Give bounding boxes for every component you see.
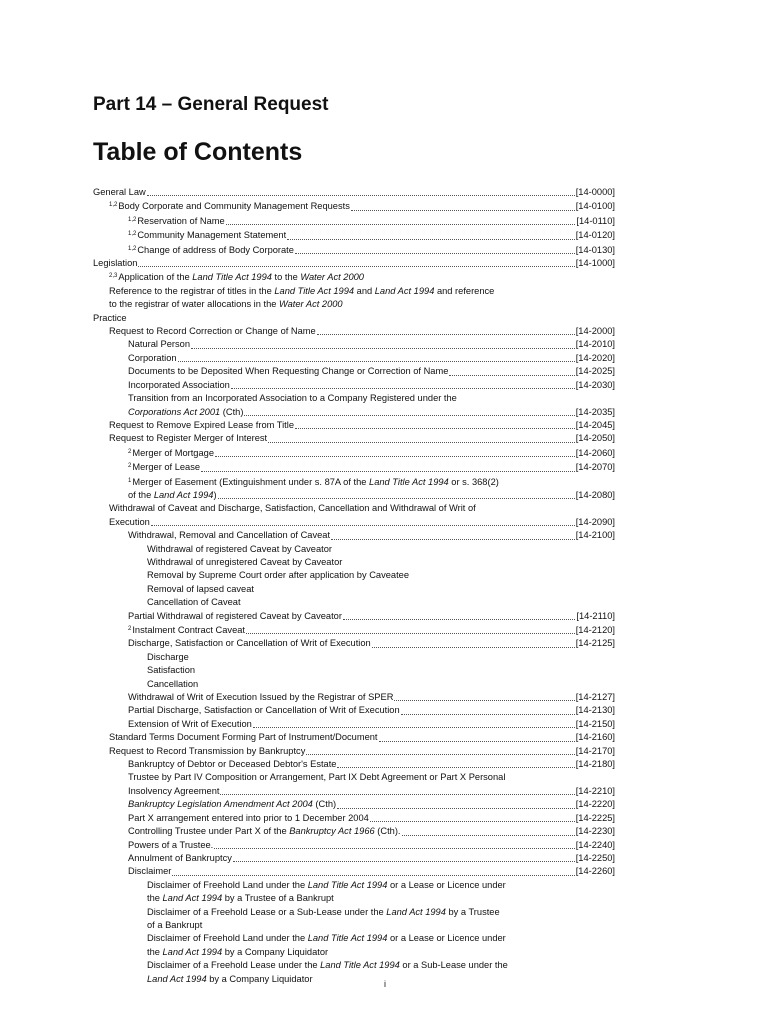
toc-entry [0,228,770,242]
toc-entry-title: Controlling Trustee under Part X of the Bankruptcy Act 1966 (Cth). [128,826,401,837]
toc-entry-title: Cancellation of Caveat [147,597,241,608]
toc-entry-title: Satisfaction [147,665,196,676]
dot-leader [372,647,575,648]
toc-entry [0,651,770,664]
toc-entry [0,798,770,811]
toc-entry-row [128,529,615,542]
dot-leader [351,210,575,211]
toc-entry-line: of a Bankrupt [147,919,203,930]
toc-entry-title: Request to Record Transmission by Bankruptcy [109,745,306,756]
toc-entry-title: Removal by Supreme Court order after application by Caveatee [147,570,409,581]
dot-leader [295,253,575,254]
dot-leader [268,442,575,443]
toc-entry-row [128,637,615,650]
toc-entry-row [128,214,615,228]
toc-entry [0,718,770,731]
toc-entry-row [128,338,615,351]
dot-leader [214,848,574,849]
toc-entry-title: $^2$Instalment Contract Caveat [128,625,245,635]
toc-entry-row [93,257,615,270]
toc-entry-title: $^2$Merger of Mortgage [128,447,214,458]
toc-entry-page: [14-0130] [575,244,615,255]
toc-entry-row [128,379,615,392]
toc-entry-line: to the registrar of water allocations in the Water Act 2000 [109,299,343,310]
toc-entry [0,745,770,758]
toc-entry [0,596,770,609]
toc-entry [0,678,770,691]
toc-entry [0,475,770,503]
toc-entry-page: [14-2127] [575,692,615,703]
toc-entry-title: Practice [93,312,127,323]
toc-entry-title: Withdrawal of registered Caveat by Caveator [147,543,332,554]
table-of-contents [0,186,770,986]
toc-entry-row [128,785,615,798]
toc-entry [0,610,770,623]
toc-entry-row [109,419,615,432]
toc-entry-page: [14-0000] [575,187,615,197]
dot-leader [394,700,574,701]
toc-entry [0,852,770,865]
toc-entry [0,379,770,392]
dot-leader [147,195,575,196]
toc-entry [0,865,770,878]
toc-entry-page: [14-2050] [575,433,615,444]
toc-entry-page: [14-2120] [575,625,615,635]
toc-entry-title: Discharge, Satisfaction or Cancellation of Writ of Execution [128,638,371,649]
toc-entry-page: [14-2240] [575,839,615,850]
toc-entry-title: Request to Remove Expired Lease from Title [109,419,294,430]
toc-entry-row [109,325,615,338]
toc-entry [0,556,770,569]
toc-entry-line: Disclaimer of a Freehold Lease under the Land Title Act 1994 or a Sub-Lease under the [147,960,508,971]
toc-entry-title: Annulment of Bankruptcy [128,852,232,863]
toc-entry-page: [14-2160] [575,732,615,743]
toc-entry-title: $^{2,3}$Application of the Land Title Act 1994 to the Water Act 2000 [109,272,364,283]
toc-entry-title: $^2$Merger of Lease [128,462,201,473]
toc-entry-line: Transition from an Incorporated Association to a Company Registered under the [128,393,457,404]
toc-entry [0,432,770,445]
dot-leader [172,875,574,876]
toc-entry-page: [14-0100] [575,201,615,212]
dot-leader [220,794,574,795]
dot-leader [295,428,575,429]
toc-entry-title: Request to Record Correction or Change of Name [109,326,316,337]
toc-title: Table of Contents [93,138,303,166]
toc-entry [0,839,770,852]
toc-entry-page: [14-2020] [575,352,615,363]
toc-entry-title: Insolvency Agreement [128,785,220,796]
toc-entry-title: Documents to be Deposited When Requesting Change or Correction of Name [128,366,449,377]
toc-entry-title: Withdrawal of Writ of Execution Issued by the Registrar of SPER [128,692,394,703]
toc-entry-title: Execution [109,516,150,527]
toc-entry [0,392,770,419]
toc-entry-page: [14-2230] [575,826,615,837]
toc-entry-row [128,228,615,242]
toc-entry [0,825,770,838]
toc-entry-page: [14-2210] [575,785,615,796]
toc-entry-row [128,865,615,878]
toc-entry-line: Land Act 1994 by a Company Liquidator [147,973,313,984]
toc-entry-title: Standard Terms Document Forming Part of Instrument/Document [109,732,378,743]
dot-leader [337,808,575,809]
toc-entry [0,771,770,798]
toc-entry-page: [14-2220] [575,799,615,810]
toc-entry-title: Natural Person [128,339,191,350]
toc-entry [0,704,770,717]
toc-entry-title: Powers of a Trustee. [128,839,214,850]
toc-entry-page: [14-2010] [575,339,615,350]
dot-leader [218,498,575,499]
toc-entry-title: Cancellation [147,678,199,689]
dot-leader [287,239,575,240]
toc-entry-line: Reference to the registrar of titles in the Land Title Act 1994 and Land Act 1994 and reference [109,285,495,296]
toc-entry-page: [14-2045] [575,419,615,430]
toc-entry-title: $^{1,2}$Reservation of Name [128,215,225,226]
toc-entry-row [93,186,615,199]
toc-entry [0,543,770,556]
toc-entry-title: Disclaimer [128,866,172,877]
toc-entry-line: Withdrawal of Caveat and Discharge, Satisfaction, Cancellation and Withdrawal of Writ of [109,503,476,514]
toc-entry-row [128,825,615,838]
toc-entry-page: [14-2080] [575,489,615,500]
toc-entry-page: [14-2225] [575,812,615,823]
toc-entry-title: Discharge [147,651,189,662]
toc-entry [0,199,770,213]
toc-entry-row [109,432,615,445]
toc-entry-title: Extension of Writ of Execution [128,718,252,729]
toc-entry-row [128,365,615,378]
toc-entry-page: [14-1000] [575,258,615,269]
toc-entry-page: [14-2060] [575,447,615,458]
toc-entry [0,312,770,325]
toc-entry-page: [14-2090] [575,516,615,527]
toc-entry [0,691,770,704]
toc-entry-title: Partial Discharge, Satisfaction or Cancellation of Writ of Execution [128,705,400,716]
dot-leader [402,835,575,836]
dot-leader [201,471,575,472]
toc-entry-row [128,623,615,637]
toc-entry-title: Withdrawal, Removal and Cancellation of Caveat [128,530,331,541]
toc-entry [0,186,770,199]
toc-entry-row [128,718,615,731]
toc-entry-title: $^{1,2}$Community Management Statement [128,230,287,241]
toc-entry [0,623,770,637]
part-title: Part 14 – General Request [93,94,329,115]
toc-entry-page: [14-0110] [576,215,615,226]
toc-entry-title: $^{1,2}$Body Corporate and Community Management Requests [109,201,350,212]
toc-entry-line: $^1$Merger of Easement (Extinguishment under s. 87A of the Land Title Act 1994 or s. 368(2) [128,476,499,487]
toc-entry-line: Disclaimer of Freehold Land under the Land Title Act 1994 or a Lease or Licence under [147,933,506,944]
toc-entry-page: [14-2110] [576,610,615,621]
toc-entry-title: Bankruptcy Legislation Amendment Act 2004 (Cth) [128,799,337,810]
dot-leader [244,415,574,416]
toc-entry [0,338,770,351]
toc-entry-title: Corporations Act 2001 (Cth) [128,406,244,417]
dot-leader [379,741,575,742]
toc-entry-page: [14-2130] [575,705,615,716]
toc-entry-title: Request to Register Merger of Interest [109,433,268,444]
toc-entry-page: [14-2100] [575,530,615,541]
toc-entry-title: Incorporated Association [128,379,230,390]
toc-entry-title: Removal of lapsed caveat [147,583,254,594]
toc-entry [0,243,770,257]
toc-entry-page: [14-2250] [575,852,615,863]
toc-entry-page: [14-0120] [575,230,615,241]
toc-entry-row [128,839,615,852]
toc-entry-page: [14-2070] [575,462,615,473]
toc-entry-row [128,704,615,717]
dot-leader [246,633,575,634]
dot-leader [253,727,575,728]
toc-entry-row [128,610,615,623]
dot-leader [337,767,574,768]
dot-leader [231,388,575,389]
dot-leader [233,861,575,862]
toc-entry-row [109,199,615,213]
toc-entry-row [109,745,615,758]
toc-entry-line: the Land Act 1994 by a Trustee of a Bankrupt [147,893,334,904]
toc-entry [0,906,770,933]
toc-entry [0,583,770,596]
dot-leader [215,456,575,457]
toc-entry [0,637,770,650]
toc-entry-row [128,798,615,811]
toc-entry [0,529,770,542]
toc-entry-title: Partial Withdrawal of registered Caveat by Caveator [128,610,342,621]
toc-entry [0,502,770,529]
toc-entry-row [128,460,615,474]
page-number: i [384,979,386,989]
dot-leader [401,714,575,715]
toc-entry-row [128,852,615,865]
toc-entry-row [128,489,615,502]
toc-entry [0,285,770,312]
dot-leader [317,334,575,335]
toc-entry [0,214,770,228]
toc-entry [0,664,770,677]
toc-entry [0,569,770,582]
dot-leader [370,821,575,822]
toc-entry-row [128,758,615,771]
toc-entry [0,325,770,338]
dot-leader [191,348,575,349]
toc-entry [0,731,770,744]
dot-leader [226,224,576,225]
toc-entry-title: Withdrawal of unregistered Caveat by Caveator [147,556,343,567]
toc-entry [0,812,770,825]
toc-entry-page: [14-2125] [575,638,615,649]
toc-entry-title: Legislation [93,258,138,269]
toc-entry [0,352,770,365]
dot-leader [138,266,574,267]
toc-entry [0,365,770,378]
toc-entry [0,419,770,432]
toc-entry [0,460,770,474]
toc-entry-page: [14-2030] [575,379,615,390]
toc-entry-page: [14-2025] [575,366,615,377]
toc-entry-line: Disclaimer of Freehold Land under the Land Title Act 1994 or a Lease or Licence under [147,879,506,890]
toc-entry-page: [14-2170] [575,745,615,756]
toc-entry-line: Disclaimer of a Freehold Lease or a Sub-Lease under the Land Act 1994 by a Trustee [147,906,500,917]
dot-leader [151,525,575,526]
toc-entry-row [109,731,615,744]
toc-entry-row [128,406,615,419]
toc-entry-title: General Law [93,187,146,197]
toc-entry [0,270,770,284]
toc-entry-row [128,446,615,460]
toc-entry-page: [14-2000] [575,326,615,337]
toc-entry-title: Part X arrangement entered into prior to 1 December 2004 [128,812,369,823]
toc-entry-line: the Land Act 1994 by a Company Liquidator [147,946,329,957]
dot-leader [449,375,574,376]
toc-entry-row [128,691,615,704]
toc-entry-row [128,812,615,825]
toc-entry-row [128,352,615,365]
dot-leader [343,619,575,620]
toc-entry-title: Corporation [128,352,177,363]
toc-entry [0,446,770,460]
toc-entry-page: [14-2035] [575,406,615,417]
toc-entry-title: of the Land Act 1994) [128,489,217,500]
toc-entry-page: [14-2180] [575,759,615,770]
toc-entry-line: Trustee by Part IV Composition or Arrangement, Part IX Debt Agreement or Part X Personal [128,772,506,783]
toc-entry [0,879,770,906]
toc-entry-title: Bankruptcy of Debtor or Deceased Debtor's Estate [128,759,337,770]
dot-leader [178,361,575,362]
toc-entry [0,257,770,270]
dot-leader [306,754,574,755]
toc-entry [0,932,770,959]
toc-entry-row [109,516,615,529]
dot-leader [331,539,575,540]
toc-entry-page: [14-2150] [575,718,615,729]
toc-entry-title: $^{1,2}$Change of address of Body Corporate [128,244,294,255]
toc-entry-page: [14-2260] [575,866,615,877]
toc-entry [0,758,770,771]
toc-entry-row [128,243,615,257]
